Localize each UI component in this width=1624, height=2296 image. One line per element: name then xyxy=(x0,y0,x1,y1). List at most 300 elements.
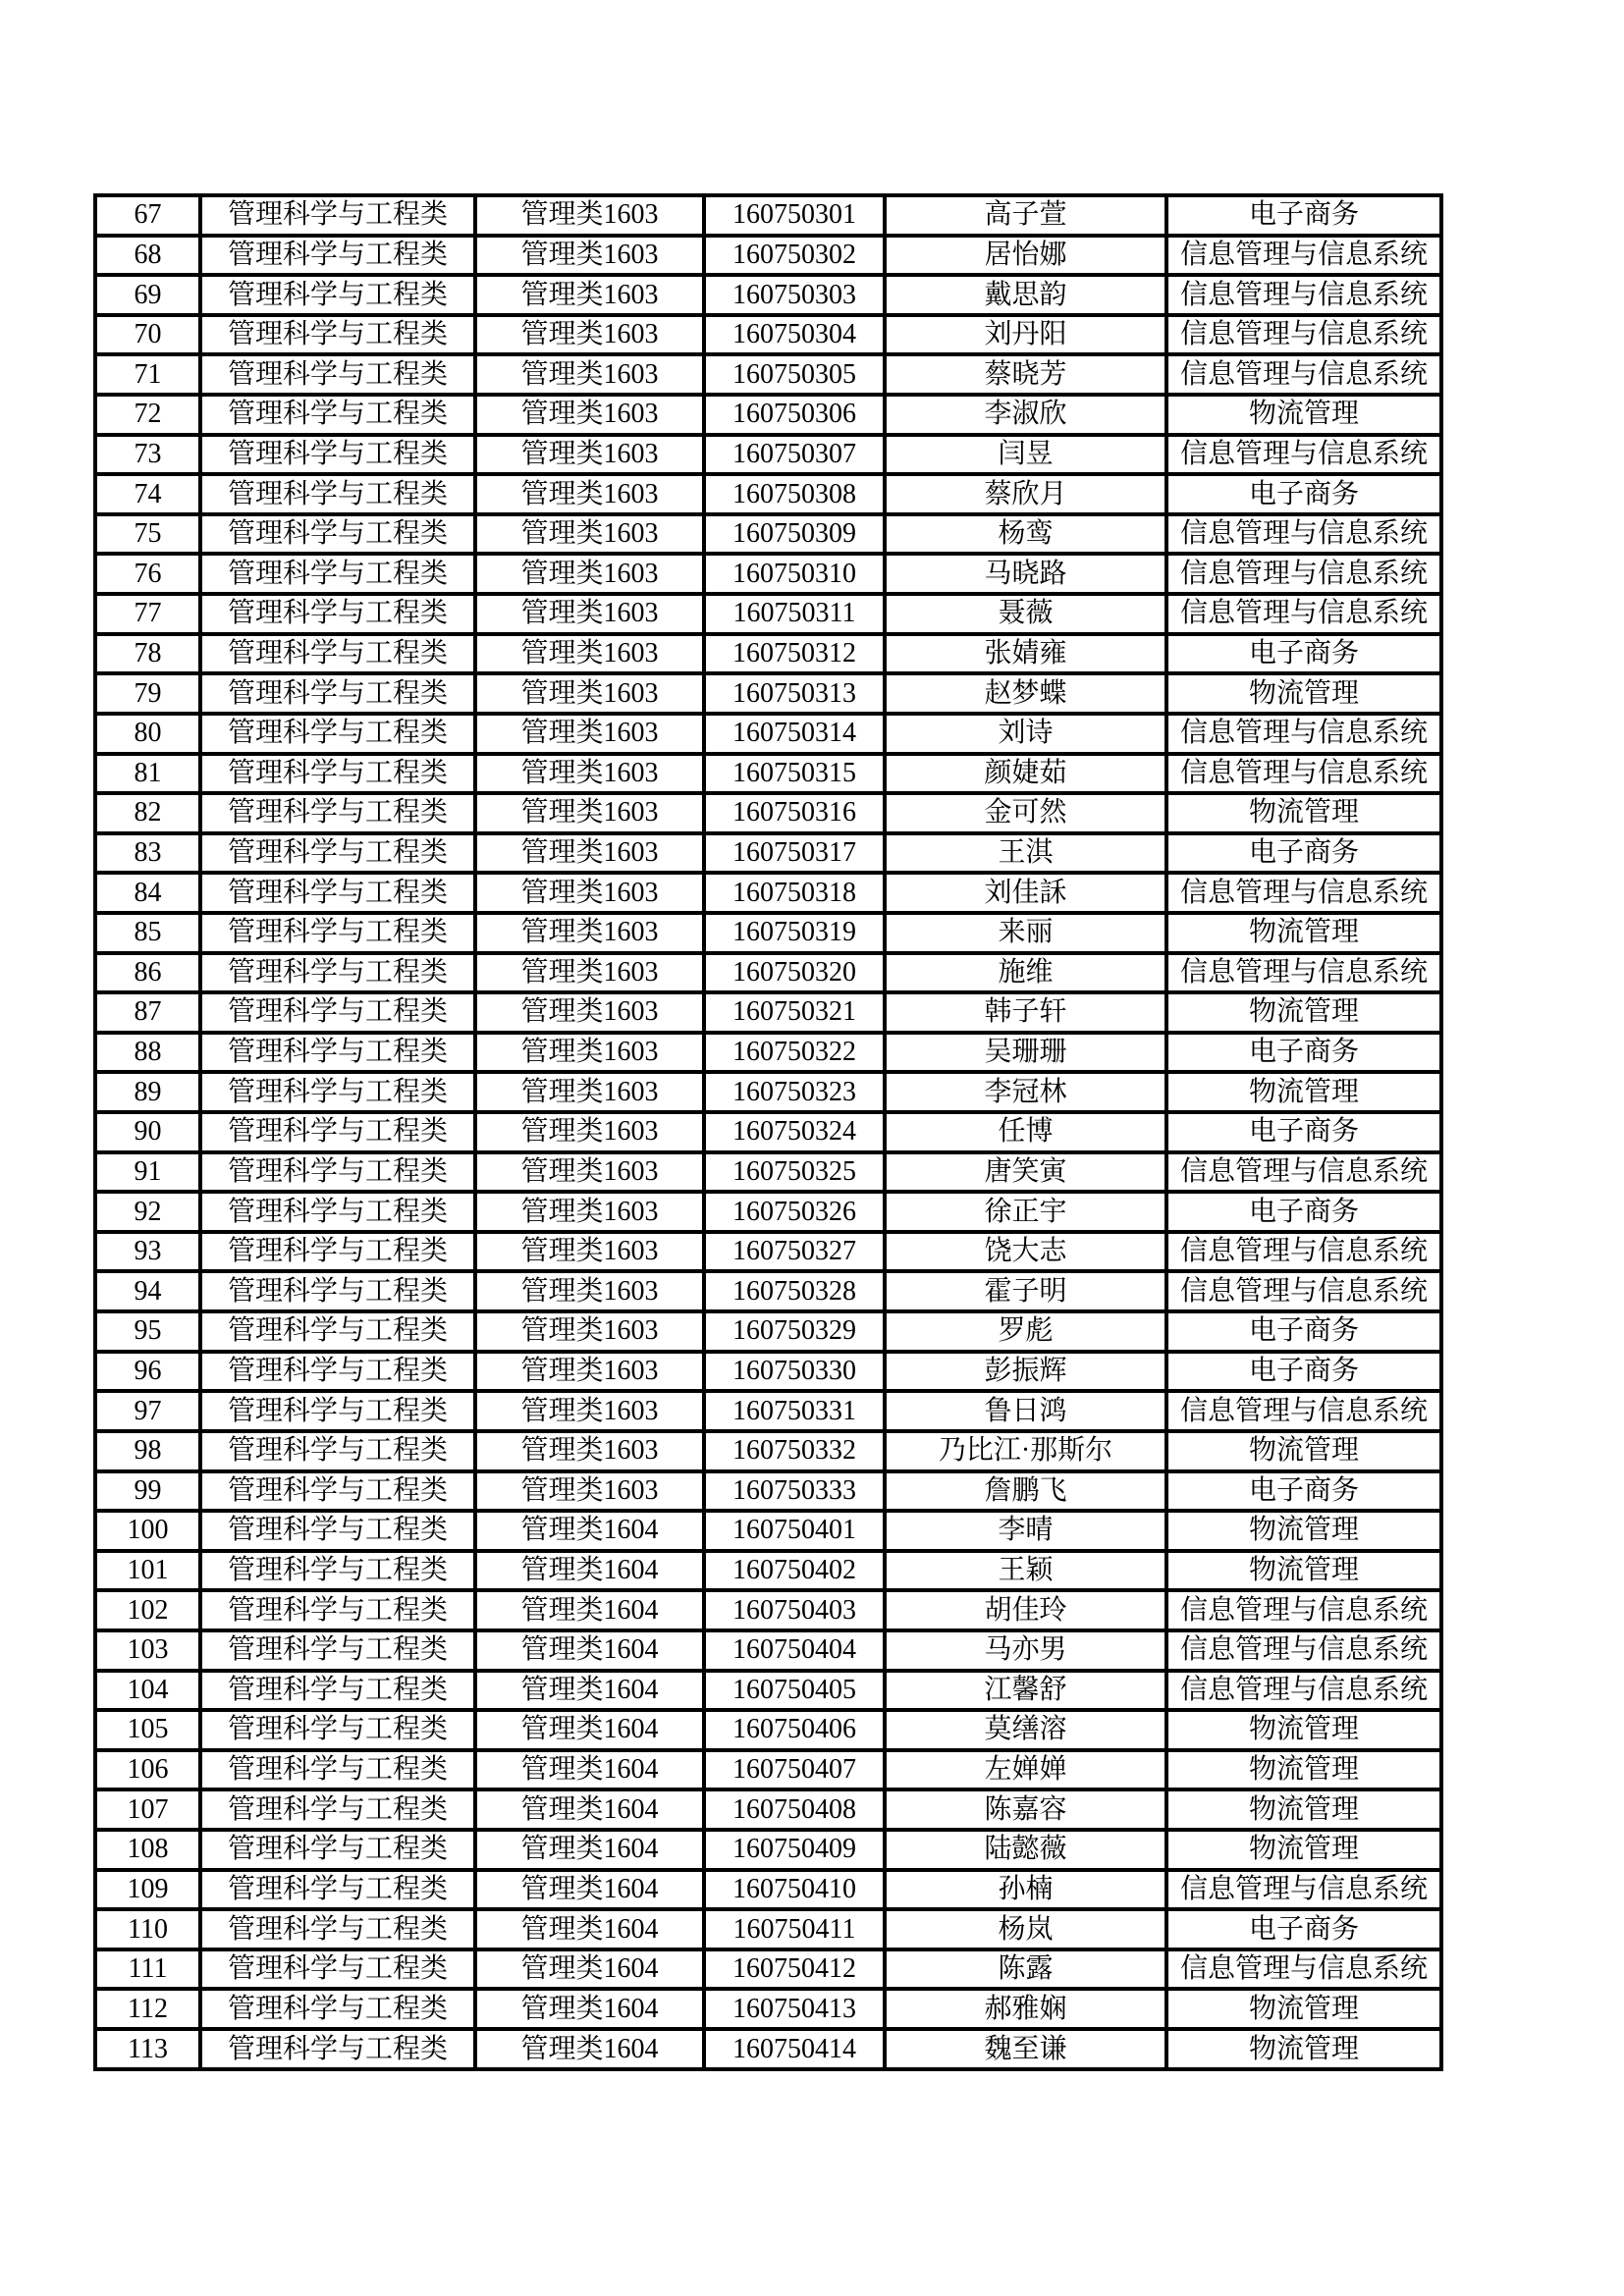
name-cell: 杨鸾 xyxy=(885,514,1166,555)
name-cell: 来丽 xyxy=(885,913,1166,953)
class-cell: 管理类1604 xyxy=(475,1909,704,1949)
name-cell: 王颖 xyxy=(885,1551,1166,1591)
student-id-cell: 160750405 xyxy=(704,1671,885,1711)
student-id-cell: 160750314 xyxy=(704,714,885,754)
name-cell: 李淑欣 xyxy=(885,395,1166,435)
student-id-cell: 160750320 xyxy=(704,953,885,993)
name-cell: 乃比江·那斯尔 xyxy=(885,1431,1166,1471)
class-cell: 管理类1603 xyxy=(475,1471,704,1512)
table-row xyxy=(95,1750,1441,1790)
category-cell: 管理科学与工程类 xyxy=(200,634,475,674)
major-cell: 电子商务 xyxy=(1166,195,1441,236)
class-cell: 管理类1603 xyxy=(475,1152,704,1193)
name-cell: 马亦男 xyxy=(885,1630,1166,1671)
major-cell: 物流管理 xyxy=(1166,1551,1441,1591)
name-cell: 陈露 xyxy=(885,1949,1166,1990)
table-row xyxy=(95,1590,1441,1630)
category-cell: 管理科学与工程类 xyxy=(200,315,475,355)
student-id-cell: 160750312 xyxy=(704,634,885,674)
student-id-cell: 160750328 xyxy=(704,1271,885,1311)
student-id-cell: 160750404 xyxy=(704,1630,885,1671)
category-cell: 管理科学与工程类 xyxy=(200,435,475,475)
name-cell: 孙楠 xyxy=(885,1870,1166,1910)
category-cell: 管理科学与工程类 xyxy=(200,1590,475,1630)
major-cell: 信息管理与信息系统 xyxy=(1166,1590,1441,1630)
class-cell: 管理类1604 xyxy=(475,1949,704,1990)
table-row xyxy=(95,1311,1441,1352)
major-cell: 电子商务 xyxy=(1166,1033,1441,1073)
row-number-cell: 89 xyxy=(95,1072,200,1112)
row-number-cell: 73 xyxy=(95,435,200,475)
student-id-cell: 160750304 xyxy=(704,315,885,355)
table-row xyxy=(95,594,1441,634)
category-cell: 管理科学与工程类 xyxy=(200,474,475,514)
category-cell: 管理科学与工程类 xyxy=(200,236,475,276)
category-cell: 管理科学与工程类 xyxy=(200,1271,475,1311)
category-cell: 管理科学与工程类 xyxy=(200,992,475,1033)
major-cell: 物流管理 xyxy=(1166,992,1441,1033)
major-cell: 电子商务 xyxy=(1166,1909,1441,1949)
class-cell: 管理类1603 xyxy=(475,435,704,475)
table-row xyxy=(95,673,1441,714)
student-id-cell: 160750319 xyxy=(704,913,885,953)
class-cell: 管理类1603 xyxy=(475,514,704,555)
name-cell: 左婵婵 xyxy=(885,1750,1166,1790)
row-number-cell: 105 xyxy=(95,1710,200,1750)
table-row xyxy=(95,953,1441,993)
row-number-cell: 76 xyxy=(95,554,200,594)
category-cell: 管理科学与工程类 xyxy=(200,1989,475,2029)
table-row xyxy=(95,1033,1441,1073)
category-cell: 管理科学与工程类 xyxy=(200,1192,475,1232)
row-number-cell: 72 xyxy=(95,395,200,435)
class-cell: 管理类1603 xyxy=(475,236,704,276)
table-row xyxy=(95,1112,1441,1152)
major-cell: 物流管理 xyxy=(1166,673,1441,714)
name-cell: 蔡晓芳 xyxy=(885,354,1166,395)
row-number-cell: 87 xyxy=(95,992,200,1033)
student-id-cell: 160750412 xyxy=(704,1949,885,1990)
table-row xyxy=(95,315,1441,355)
row-number-cell: 99 xyxy=(95,1471,200,1512)
category-cell: 管理科学与工程类 xyxy=(200,754,475,794)
major-cell: 信息管理与信息系统 xyxy=(1166,594,1441,634)
class-cell: 管理类1603 xyxy=(475,873,704,913)
student-id-cell: 160750313 xyxy=(704,673,885,714)
class-cell: 管理类1603 xyxy=(475,1352,704,1392)
class-cell: 管理类1603 xyxy=(475,315,704,355)
row-number-cell: 68 xyxy=(95,236,200,276)
category-cell: 管理科学与工程类 xyxy=(200,1671,475,1711)
class-cell: 管理类1604 xyxy=(475,1870,704,1910)
name-cell: 陆懿薇 xyxy=(885,1830,1166,1870)
category-cell: 管理科学与工程类 xyxy=(200,1232,475,1272)
row-number-cell: 111 xyxy=(95,1949,200,1990)
class-cell: 管理类1603 xyxy=(475,554,704,594)
name-cell: 霍子明 xyxy=(885,1271,1166,1311)
student-id-cell: 160750409 xyxy=(704,1830,885,1870)
major-cell: 信息管理与信息系统 xyxy=(1166,435,1441,475)
name-cell: 魏至谦 xyxy=(885,2029,1166,2069)
major-cell: 物流管理 xyxy=(1166,395,1441,435)
class-cell: 管理类1604 xyxy=(475,1590,704,1630)
table-row xyxy=(95,634,1441,674)
name-cell: 蔡欣月 xyxy=(885,474,1166,514)
student-id-cell: 160750408 xyxy=(704,1789,885,1830)
name-cell: 陈嘉容 xyxy=(885,1789,1166,1830)
name-cell: 李晴 xyxy=(885,1511,1166,1551)
major-cell: 信息管理与信息系统 xyxy=(1166,554,1441,594)
student-id-cell: 160750325 xyxy=(704,1152,885,1193)
category-cell: 管理科学与工程类 xyxy=(200,514,475,555)
name-cell: 杨岚 xyxy=(885,1909,1166,1949)
table-row xyxy=(95,1789,1441,1830)
name-cell: 饶大志 xyxy=(885,1232,1166,1272)
table-row xyxy=(95,1072,1441,1112)
table-row xyxy=(95,514,1441,555)
major-cell: 电子商务 xyxy=(1166,1352,1441,1392)
row-number-cell: 79 xyxy=(95,673,200,714)
major-cell: 信息管理与信息系统 xyxy=(1166,275,1441,315)
major-cell: 信息管理与信息系统 xyxy=(1166,1391,1441,1431)
row-number-cell: 90 xyxy=(95,1112,200,1152)
student-id-cell: 160750308 xyxy=(704,474,885,514)
class-cell: 管理类1603 xyxy=(475,953,704,993)
student-id-cell: 160750316 xyxy=(704,793,885,833)
table-row xyxy=(95,1630,1441,1671)
name-cell: 闫昱 xyxy=(885,435,1166,475)
name-cell: 吴珊珊 xyxy=(885,1033,1166,1073)
category-cell: 管理科学与工程类 xyxy=(200,354,475,395)
major-cell: 物流管理 xyxy=(1166,1431,1441,1471)
table-row xyxy=(95,2029,1441,2069)
name-cell: 莫缮溶 xyxy=(885,1710,1166,1750)
major-cell: 信息管理与信息系统 xyxy=(1166,1630,1441,1671)
table-row xyxy=(95,913,1441,953)
student-id-cell: 160750301 xyxy=(704,195,885,236)
category-cell: 管理科学与工程类 xyxy=(200,1630,475,1671)
major-cell: 信息管理与信息系统 xyxy=(1166,354,1441,395)
name-cell: 刘诗 xyxy=(885,714,1166,754)
name-cell: 赵梦蝶 xyxy=(885,673,1166,714)
category-cell: 管理科学与工程类 xyxy=(200,1830,475,1870)
class-cell: 管理类1603 xyxy=(475,1232,704,1272)
category-cell: 管理科学与工程类 xyxy=(200,1789,475,1830)
category-cell: 管理科学与工程类 xyxy=(200,1311,475,1352)
name-cell: 任博 xyxy=(885,1112,1166,1152)
name-cell: 马晓路 xyxy=(885,554,1166,594)
row-number-cell: 71 xyxy=(95,354,200,395)
table-row xyxy=(95,236,1441,276)
row-number-cell: 108 xyxy=(95,1830,200,1870)
row-number-cell: 70 xyxy=(95,315,200,355)
student-id-cell: 160750329 xyxy=(704,1311,885,1352)
row-number-cell: 94 xyxy=(95,1271,200,1311)
category-cell: 管理科学与工程类 xyxy=(200,1909,475,1949)
major-cell: 信息管理与信息系统 xyxy=(1166,953,1441,993)
row-number-cell: 82 xyxy=(95,793,200,833)
table-row xyxy=(95,793,1441,833)
class-cell: 管理类1604 xyxy=(475,1989,704,2029)
student-id-cell: 160750401 xyxy=(704,1511,885,1551)
student-id-cell: 160750322 xyxy=(704,1033,885,1073)
student-id-cell: 160750302 xyxy=(704,236,885,276)
class-cell: 管理类1603 xyxy=(475,833,704,874)
class-cell: 管理类1604 xyxy=(475,1671,704,1711)
row-number-cell: 109 xyxy=(95,1870,200,1910)
row-number-cell: 101 xyxy=(95,1551,200,1591)
category-cell: 管理科学与工程类 xyxy=(200,1471,475,1512)
student-id-cell: 160750317 xyxy=(704,833,885,874)
row-number-cell: 113 xyxy=(95,2029,200,2069)
class-cell: 管理类1603 xyxy=(475,634,704,674)
class-cell: 管理类1604 xyxy=(475,1511,704,1551)
major-cell: 信息管理与信息系统 xyxy=(1166,236,1441,276)
table-row xyxy=(95,1152,1441,1193)
class-cell: 管理类1603 xyxy=(475,1271,704,1311)
class-cell: 管理类1604 xyxy=(475,2029,704,2069)
table-row xyxy=(95,714,1441,754)
class-cell: 管理类1603 xyxy=(475,714,704,754)
major-cell: 电子商务 xyxy=(1166,1471,1441,1512)
row-number-cell: 104 xyxy=(95,1671,200,1711)
student-id-cell: 160750311 xyxy=(704,594,885,634)
category-cell: 管理科学与工程类 xyxy=(200,833,475,874)
name-cell: 徐正宇 xyxy=(885,1192,1166,1232)
major-cell: 物流管理 xyxy=(1166,1750,1441,1790)
major-cell: 物流管理 xyxy=(1166,1511,1441,1551)
table-row xyxy=(95,1989,1441,2029)
table-row xyxy=(95,1192,1441,1232)
category-cell: 管理科学与工程类 xyxy=(200,714,475,754)
category-cell: 管理科学与工程类 xyxy=(200,1431,475,1471)
category-cell: 管理科学与工程类 xyxy=(200,395,475,435)
class-cell: 管理类1603 xyxy=(475,1431,704,1471)
table-row xyxy=(95,435,1441,475)
category-cell: 管理科学与工程类 xyxy=(200,913,475,953)
major-cell: 物流管理 xyxy=(1166,2029,1441,2069)
category-cell: 管理科学与工程类 xyxy=(200,1949,475,1990)
class-cell: 管理类1604 xyxy=(475,1830,704,1870)
category-cell: 管理科学与工程类 xyxy=(200,1511,475,1551)
student-id-cell: 160750303 xyxy=(704,275,885,315)
table-row xyxy=(95,354,1441,395)
category-cell: 管理科学与工程类 xyxy=(200,275,475,315)
category-cell: 管理科学与工程类 xyxy=(200,953,475,993)
table-row xyxy=(95,1471,1441,1512)
student-id-cell: 160750414 xyxy=(704,2029,885,2069)
major-cell: 电子商务 xyxy=(1166,634,1441,674)
major-cell: 信息管理与信息系统 xyxy=(1166,754,1441,794)
student-id-cell: 160750323 xyxy=(704,1072,885,1112)
table-row xyxy=(95,1271,1441,1311)
name-cell: 施维 xyxy=(885,953,1166,993)
major-cell: 物流管理 xyxy=(1166,1989,1441,2029)
name-cell: 詹鹏飞 xyxy=(885,1471,1166,1512)
row-number-cell: 107 xyxy=(95,1789,200,1830)
row-number-cell: 96 xyxy=(95,1352,200,1392)
class-cell: 管理类1604 xyxy=(475,1551,704,1591)
row-number-cell: 80 xyxy=(95,714,200,754)
name-cell: 刘佳訸 xyxy=(885,873,1166,913)
student-id-cell: 160750403 xyxy=(704,1590,885,1630)
category-cell: 管理科学与工程类 xyxy=(200,1710,475,1750)
student-id-cell: 160750406 xyxy=(704,1710,885,1750)
category-cell: 管理科学与工程类 xyxy=(200,1112,475,1152)
table-row xyxy=(95,1352,1441,1392)
student-id-cell: 160750318 xyxy=(704,873,885,913)
major-cell: 信息管理与信息系统 xyxy=(1166,1232,1441,1272)
class-cell: 管理类1603 xyxy=(475,594,704,634)
table-row xyxy=(95,1949,1441,1990)
table-row xyxy=(95,395,1441,435)
table-row xyxy=(95,873,1441,913)
major-cell: 信息管理与信息系统 xyxy=(1166,1671,1441,1711)
class-cell: 管理类1603 xyxy=(475,275,704,315)
table-row xyxy=(95,554,1441,594)
name-cell: 戴思韵 xyxy=(885,275,1166,315)
row-number-cell: 98 xyxy=(95,1431,200,1471)
row-number-cell: 110 xyxy=(95,1909,200,1949)
row-number-cell: 81 xyxy=(95,754,200,794)
major-cell: 信息管理与信息系统 xyxy=(1166,514,1441,555)
student-id-cell: 160750310 xyxy=(704,554,885,594)
class-cell: 管理类1603 xyxy=(475,395,704,435)
class-cell: 管理类1603 xyxy=(475,673,704,714)
major-cell: 电子商务 xyxy=(1166,474,1441,514)
row-number-cell: 67 xyxy=(95,195,200,236)
name-cell: 韩子轩 xyxy=(885,992,1166,1033)
category-cell: 管理科学与工程类 xyxy=(200,554,475,594)
table-row xyxy=(95,1909,1441,1949)
name-cell: 金可然 xyxy=(885,793,1166,833)
student-id-cell: 160750305 xyxy=(704,354,885,395)
category-cell: 管理科学与工程类 xyxy=(200,1391,475,1431)
category-cell: 管理科学与工程类 xyxy=(200,1551,475,1591)
student-id-cell: 160750413 xyxy=(704,1989,885,2029)
name-cell: 李冠林 xyxy=(885,1072,1166,1112)
student-id-cell: 160750411 xyxy=(704,1909,885,1949)
table-row xyxy=(95,275,1441,315)
class-cell: 管理类1603 xyxy=(475,754,704,794)
class-cell: 管理类1603 xyxy=(475,474,704,514)
table-row xyxy=(95,992,1441,1033)
row-number-cell: 103 xyxy=(95,1630,200,1671)
name-cell: 高子萱 xyxy=(885,195,1166,236)
category-cell: 管理科学与工程类 xyxy=(200,1750,475,1790)
name-cell: 胡佳玲 xyxy=(885,1590,1166,1630)
category-cell: 管理科学与工程类 xyxy=(200,1352,475,1392)
class-cell: 管理类1603 xyxy=(475,1391,704,1431)
student-roster-table xyxy=(93,193,1443,2071)
name-cell: 彭振辉 xyxy=(885,1352,1166,1392)
major-cell: 物流管理 xyxy=(1166,793,1441,833)
major-cell: 信息管理与信息系统 xyxy=(1166,1949,1441,1990)
major-cell: 物流管理 xyxy=(1166,1830,1441,1870)
name-cell: 刘丹阳 xyxy=(885,315,1166,355)
table-row xyxy=(95,1551,1441,1591)
major-cell: 信息管理与信息系统 xyxy=(1166,714,1441,754)
class-cell: 管理类1604 xyxy=(475,1750,704,1790)
roster-table-body xyxy=(95,195,1441,2069)
student-id-cell: 160750331 xyxy=(704,1391,885,1431)
row-number-cell: 92 xyxy=(95,1192,200,1232)
student-id-cell: 160750410 xyxy=(704,1870,885,1910)
table-row xyxy=(95,195,1441,236)
major-cell: 电子商务 xyxy=(1166,1311,1441,1352)
student-id-cell: 160750327 xyxy=(704,1232,885,1272)
major-cell: 物流管理 xyxy=(1166,1072,1441,1112)
row-number-cell: 93 xyxy=(95,1232,200,1272)
table-row xyxy=(95,754,1441,794)
name-cell: 郝雅娴 xyxy=(885,1989,1166,2029)
student-id-cell: 160750326 xyxy=(704,1192,885,1232)
row-number-cell: 97 xyxy=(95,1391,200,1431)
row-number-cell: 112 xyxy=(95,1989,200,2029)
row-number-cell: 86 xyxy=(95,953,200,993)
category-cell: 管理科学与工程类 xyxy=(200,594,475,634)
category-cell: 管理科学与工程类 xyxy=(200,195,475,236)
table-row xyxy=(95,1431,1441,1471)
name-cell: 颜婕茹 xyxy=(885,754,1166,794)
table-row xyxy=(95,833,1441,874)
class-cell: 管理类1603 xyxy=(475,992,704,1033)
class-cell: 管理类1603 xyxy=(475,1112,704,1152)
class-cell: 管理类1603 xyxy=(475,195,704,236)
table-row xyxy=(95,1232,1441,1272)
row-number-cell: 77 xyxy=(95,594,200,634)
major-cell: 信息管理与信息系统 xyxy=(1166,873,1441,913)
student-id-cell: 160750332 xyxy=(704,1431,885,1471)
row-number-cell: 85 xyxy=(95,913,200,953)
category-cell: 管理科学与工程类 xyxy=(200,1870,475,1910)
class-cell: 管理类1603 xyxy=(475,793,704,833)
row-number-cell: 106 xyxy=(95,1750,200,1790)
class-cell: 管理类1603 xyxy=(475,1072,704,1112)
class-cell: 管理类1603 xyxy=(475,1192,704,1232)
student-id-cell: 160750309 xyxy=(704,514,885,555)
name-cell: 鲁日鸿 xyxy=(885,1391,1166,1431)
name-cell: 罗彪 xyxy=(885,1311,1166,1352)
class-cell: 管理类1603 xyxy=(475,1033,704,1073)
row-number-cell: 95 xyxy=(95,1311,200,1352)
class-cell: 管理类1603 xyxy=(475,354,704,395)
name-cell: 唐笑寅 xyxy=(885,1152,1166,1193)
row-number-cell: 102 xyxy=(95,1590,200,1630)
table-row xyxy=(95,474,1441,514)
category-cell: 管理科学与工程类 xyxy=(200,2029,475,2069)
student-id-cell: 160750333 xyxy=(704,1471,885,1512)
category-cell: 管理科学与工程类 xyxy=(200,1033,475,1073)
row-number-cell: 84 xyxy=(95,873,200,913)
name-cell: 江馨舒 xyxy=(885,1671,1166,1711)
table-row xyxy=(95,1870,1441,1910)
student-id-cell: 160750330 xyxy=(704,1352,885,1392)
student-id-cell: 160750321 xyxy=(704,992,885,1033)
student-id-cell: 160750324 xyxy=(704,1112,885,1152)
name-cell: 王淇 xyxy=(885,833,1166,874)
major-cell: 物流管理 xyxy=(1166,1789,1441,1830)
student-id-cell: 160750306 xyxy=(704,395,885,435)
student-id-cell: 160750402 xyxy=(704,1551,885,1591)
major-cell: 电子商务 xyxy=(1166,833,1441,874)
major-cell: 物流管理 xyxy=(1166,913,1441,953)
student-id-cell: 160750407 xyxy=(704,1750,885,1790)
class-cell: 管理类1604 xyxy=(475,1710,704,1750)
major-cell: 信息管理与信息系统 xyxy=(1166,1152,1441,1193)
major-cell: 电子商务 xyxy=(1166,1192,1441,1232)
class-cell: 管理类1603 xyxy=(475,1311,704,1352)
